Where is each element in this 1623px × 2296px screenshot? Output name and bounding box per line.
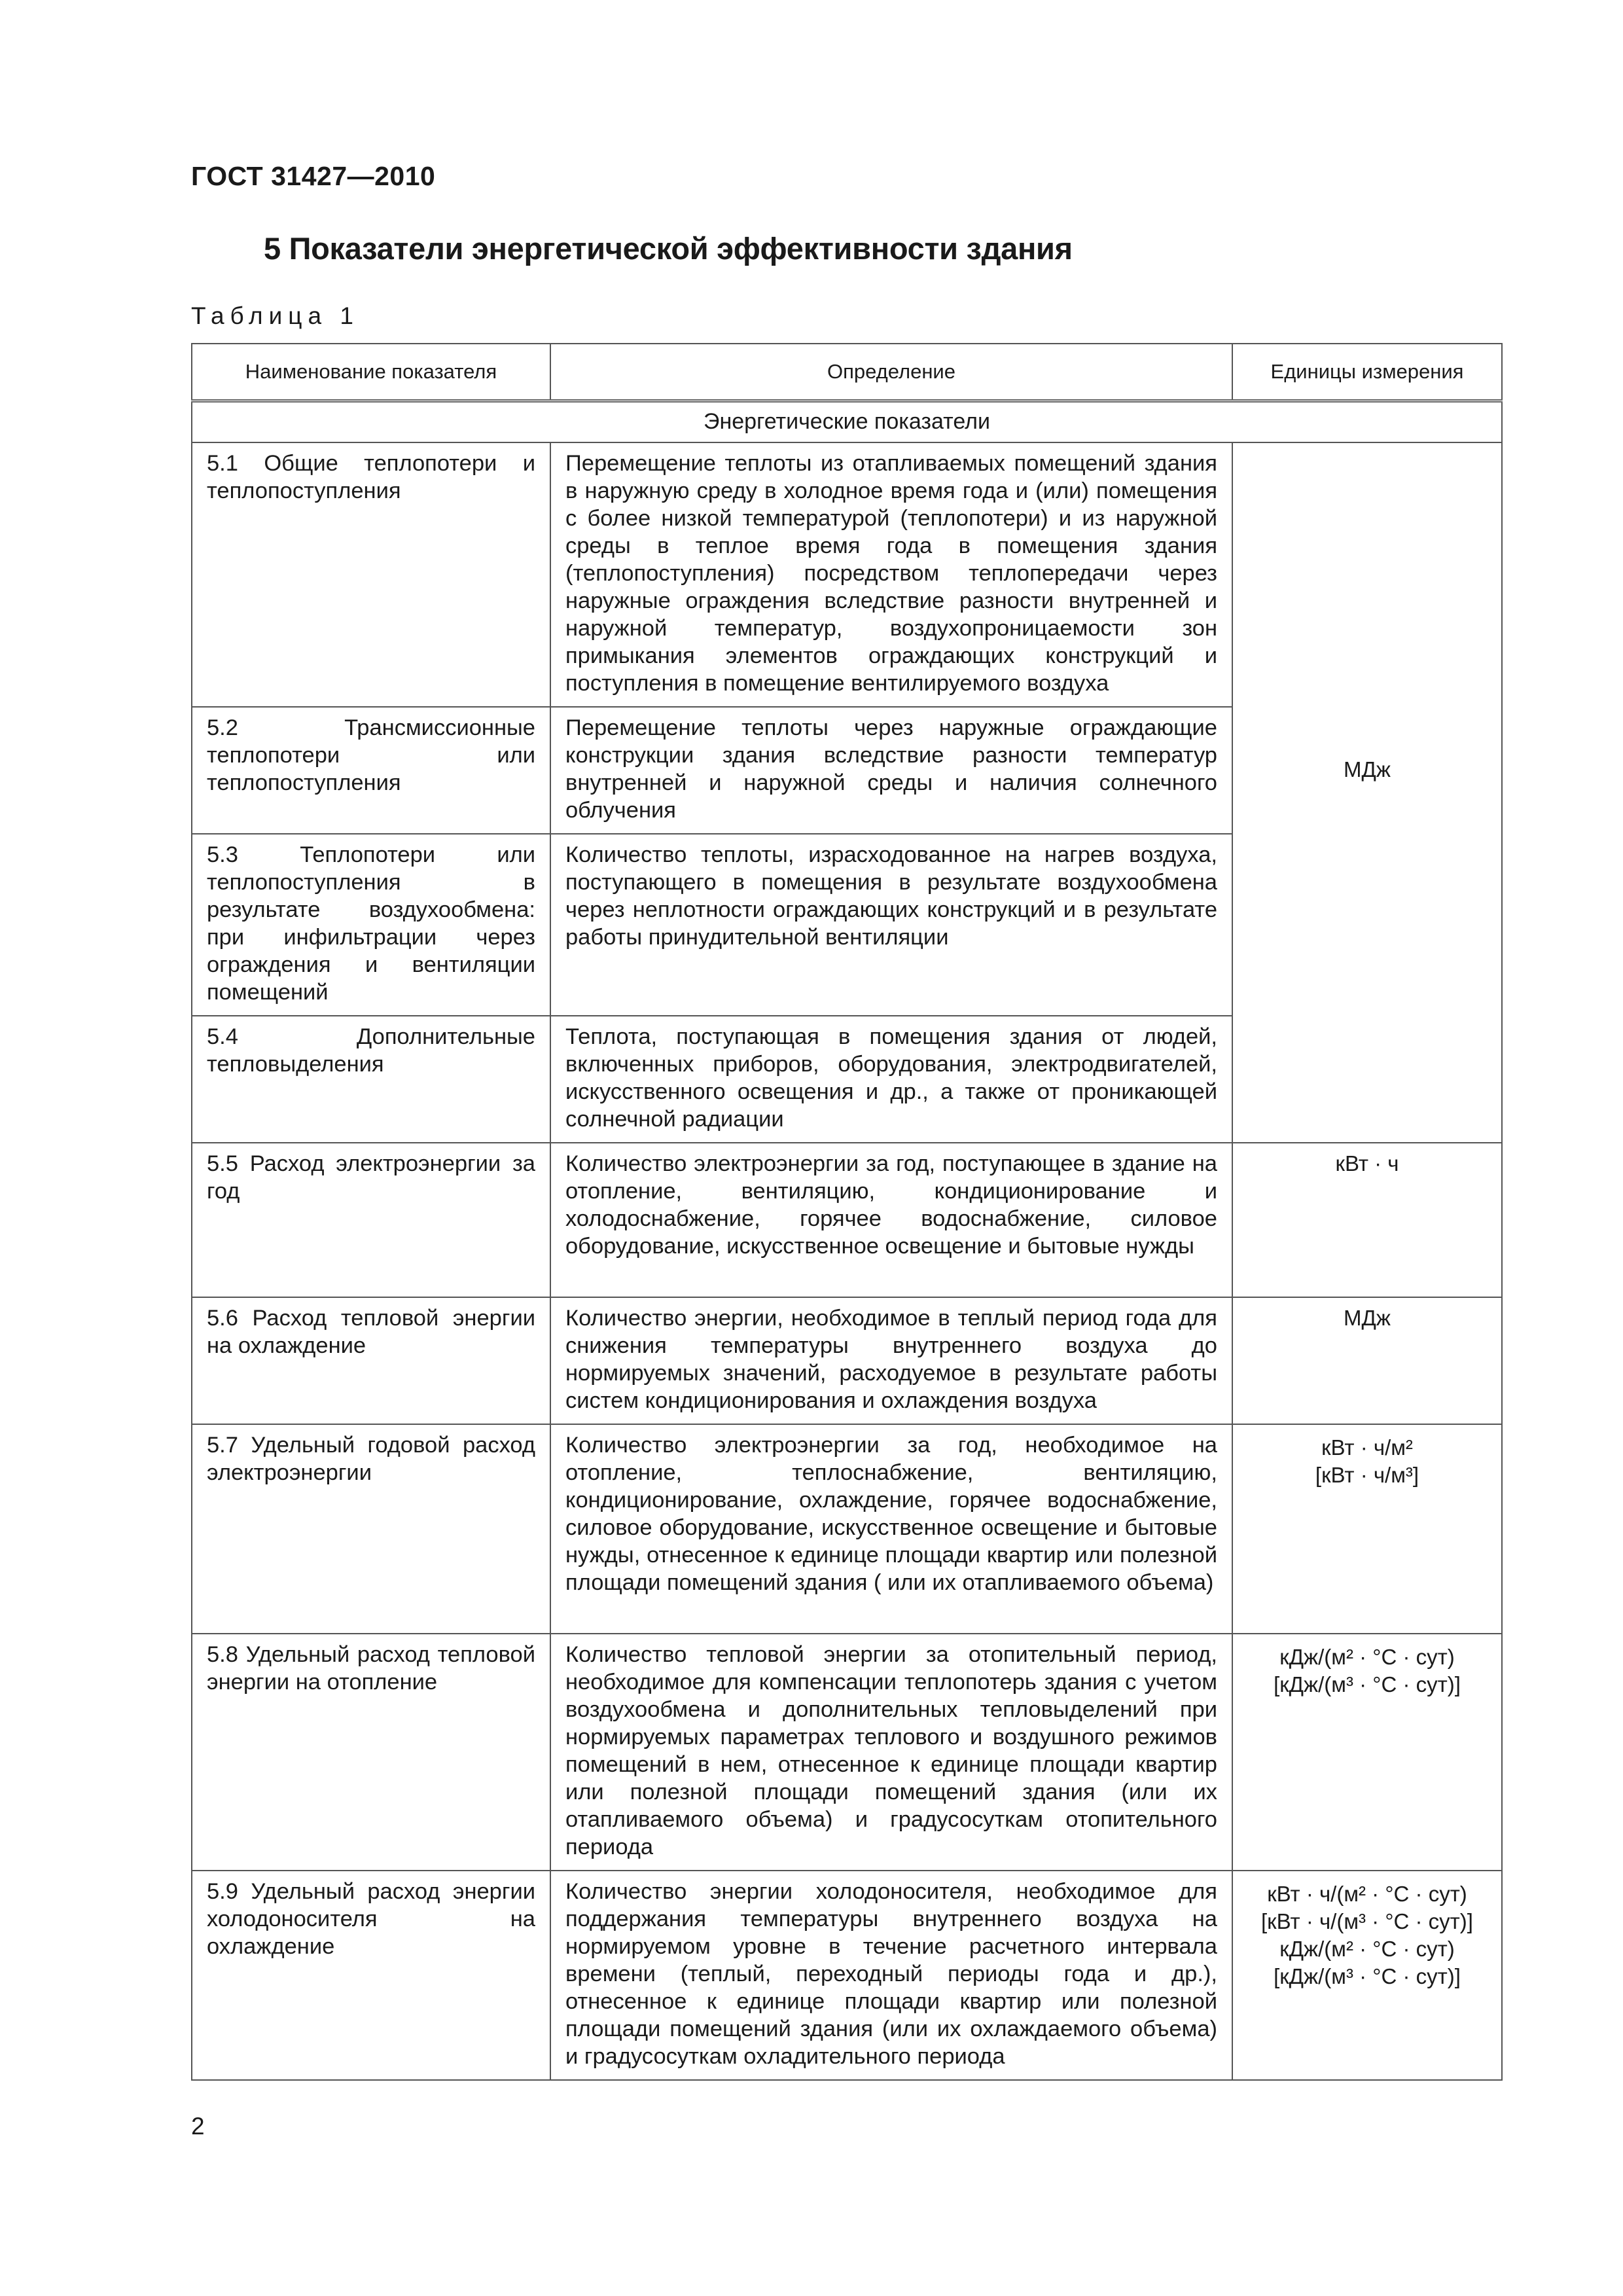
table-row — [192, 1634, 1502, 1871]
column-header-units: Единицы измерения — [1232, 344, 1502, 401]
table-row — [192, 1871, 1502, 2080]
indicators-table — [191, 343, 1503, 2081]
group-row — [192, 401, 1502, 443]
unit-line: [кДж/(м³ · °С · сут)] — [1274, 1964, 1461, 1988]
indicator-name: 5.5 Расход электроэнергии за год — [192, 1143, 550, 1297]
indicator-definition: Количество тепловой энергии за отопительный период, необходимое для компенсации теплопотерь здания с учетом воздухообмена и дополнительных тепловыделений при нормируемых параметрах теплового и воздушного режимов помещений в нем, отнесенное к единице площади квартир или полезной площади помещений здания (или их отапливаемого объема) и градусосуткам отопительного периода — [550, 1634, 1232, 1871]
column-header-definition: Определение — [550, 344, 1232, 401]
section-title: 5 Показатели энергетической эффективности здания — [264, 231, 1073, 266]
unit-cell — [1232, 1871, 1502, 2080]
indicator-name: 5.1 Общие теплопотери и теплопоступления — [192, 442, 550, 707]
table-header-row — [192, 344, 1502, 401]
unit-line: [кВт · ч/м³] — [1315, 1463, 1419, 1487]
page-number: 2 — [191, 2113, 205, 2140]
table-caption: Таблица 1 — [191, 302, 359, 329]
table-row — [192, 1297, 1502, 1424]
table-row — [192, 1424, 1502, 1634]
indicator-definition: Перемещение теплоты из отапливаемых помещений здания в наружную среду в холодное время года и (или) помещения с более низкой температурой (теплопотери) и из наружной среды в теплое время года в помещения здания (теплопоступления) посредством теплопередачи через наружные ограждения вследствие разности внутренней и наружной температур, воздухопроницаемости зон примыкания элементов ограждающих конструкций и поступления в помещение вентилируемого воздуха — [550, 442, 1232, 707]
indicator-definition: Количество электроэнергии за год, необходимое на отопление, теплоснабжение, вентиляцию, кондиционирование, охлаждение, горячее водоснабжение, силовое оборудование, искусственное освещение и бытовые нужды, отнесенное к единице площади квартир или полезной площади помещений здания ( или их отапливаемого объема) — [550, 1424, 1232, 1634]
indicator-name: 5.9 Удельный расход энергии холодоносителя на охлаждение — [192, 1871, 550, 2080]
indicator-definition: Количество энергии холодоносителя, необходимое для поддержания температуры внутреннего воздуха на нормируемом уровне в течение расчетного интервала времени (теплый, переходный периоды года и др.), отнесенное к единице площади квартир или полезной площади помещений здания (или их охлаждаемого объема) и градусосуткам охладительного периода — [550, 1871, 1232, 2080]
unit-line: кДж/(м² · °С · сут) — [1279, 1645, 1455, 1669]
indicator-name: 5.6 Расход тепловой энергии на охлаждение — [192, 1297, 550, 1424]
unit-cell: МДж — [1232, 1297, 1502, 1424]
indicator-name: 5.3 Теплопотери или теплопоступления в результате воздухообмена: при инфильтрации через ограждения и вентиляции помещений — [192, 834, 550, 1016]
unit-cell: МДж — [1232, 442, 1502, 1143]
table-row — [192, 1143, 1502, 1297]
unit-line: [кВт · ч/(м³ · °С · сут)] — [1261, 1909, 1473, 1933]
document-code: ГОСТ 31427—2010 — [191, 161, 436, 191]
indicator-definition: Количество электроэнергии за год, поступающее в здание на отопление, вентиляцию, кондиционирование и холодоснабжение, горячее водоснабжение, силовое оборудование, искусственное освещение и бытовые нужды — [550, 1143, 1232, 1297]
unit-cell — [1232, 1634, 1502, 1871]
indicator-name: 5.2 Трансмиссионные теплопотери или теплопоступления — [192, 707, 550, 834]
indicator-name: 5.7 Удельный годовой расход электроэнергии — [192, 1424, 550, 1634]
unit-cell: кВт · ч — [1232, 1143, 1502, 1297]
table-row — [192, 442, 1502, 707]
indicator-definition: Перемещение теплоты через наружные ограждающие конструкции здания вследствие разности температур внутренней и наружной среды и наличия солнечного облучения — [550, 707, 1232, 834]
indicator-definition: Количество энергии, необходимое в теплый период года для снижения температуры внутреннего воздуха до нормируемых значений, расходуемое в результате работы систем кондиционирования и охлаждения воздуха — [550, 1297, 1232, 1424]
indicator-definition: Теплота, поступающая в помещения здания от людей, включенных приборов, оборудования, электродвигателей, искусственного освещения и др., а также от проникающей солнечной радиации — [550, 1016, 1232, 1143]
group-label: Энергетические показатели — [192, 401, 1502, 443]
unit-line: кДж/(м² · °С · сут) — [1279, 1937, 1455, 1961]
indicator-name: 5.8 Удельный расход тепловой энергии на отопление — [192, 1634, 550, 1871]
indicator-definition: Количество теплоты, израсходованное на нагрев воздуха, поступающего в помещения в результате воздухообмена через неплотности ограждающих конструкций и в результате работы принудительной вентиляции — [550, 834, 1232, 1016]
unit-line: [кДж/(м³ · °С · сут)] — [1274, 1672, 1461, 1696]
unit-cell — [1232, 1424, 1502, 1634]
unit-line: кВт · ч/м² — [1321, 1435, 1413, 1460]
unit-line: кВт · ч/(м² · °С · сут) — [1267, 1882, 1467, 1906]
indicator-name: 5.4 Дополнительные тепловыделения — [192, 1016, 550, 1143]
column-header-name: Наименование показателя — [192, 344, 550, 401]
